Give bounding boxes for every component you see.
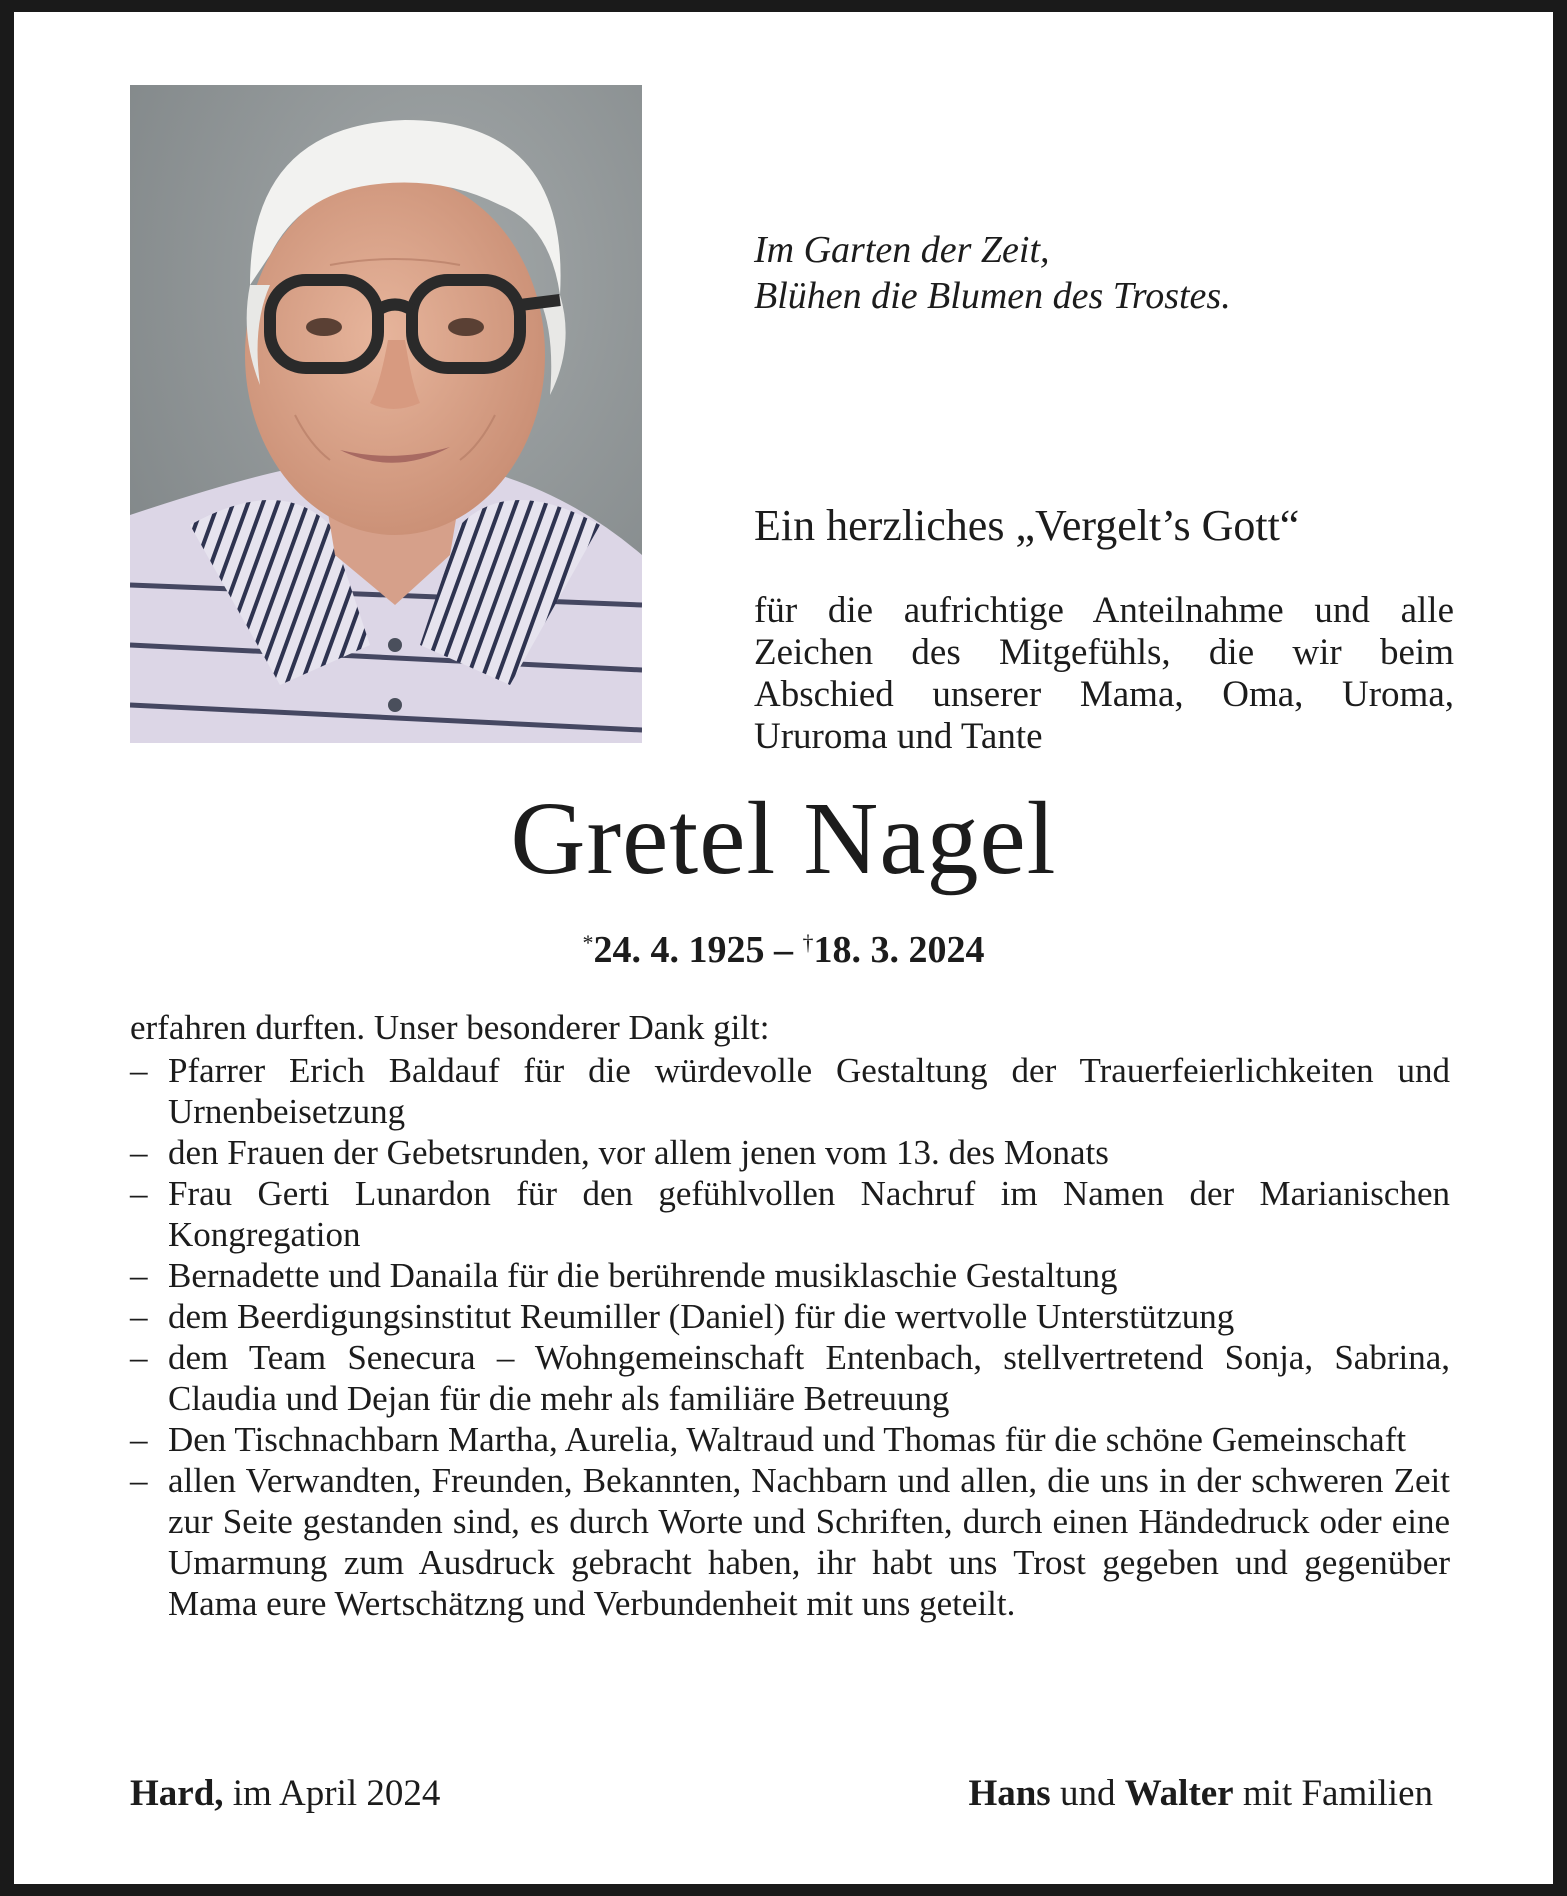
list-item-text: Den Tischnachbarn Martha, Aurelia, Waltraud und Thomas für die schöne Gemeinschaft <box>168 1420 1407 1459</box>
signatory-suffix: mit Familien <box>1233 1773 1433 1814</box>
thanks-list <box>130 1050 1450 1624</box>
thanks-intro-line: für die aufrichtige Anteilnahme und alle <box>754 590 1454 631</box>
thanks-intro-line: Abschied unserer Mama, Oma, Uroma, <box>754 674 1454 715</box>
portrait-illustration <box>130 85 642 743</box>
dash-bullet: – <box>130 1338 148 1377</box>
list-item-text: den Frauen der Gebetsrunden, vor allem jenen vom 13. des Monats <box>168 1133 1109 1172</box>
signatory-walter: Walter <box>1124 1773 1234 1814</box>
dash-bullet: – <box>130 1051 148 1090</box>
thanks-intro-line: Ururoma und Tante <box>754 716 1043 757</box>
birth-symbol: * <box>582 930 594 955</box>
dash-bullet: – <box>130 1420 148 1459</box>
list-item <box>130 1173 1450 1255</box>
thanks-intro-line: Zeichen des Mitgefühls, die wir beim <box>754 632 1454 673</box>
list-item <box>130 1050 1450 1132</box>
quote-line-2: Blühen die Blumen des Trostes. <box>754 275 1231 317</box>
thanks-lead: erfahren durften. Unser besonderer Dank gilt: <box>130 1008 770 1047</box>
quote-line-1: Im Garten der Zeit, <box>754 229 1050 271</box>
dash-bullet: – <box>130 1461 148 1500</box>
dash-bullet: – <box>130 1297 148 1336</box>
birth-date: 24. 4. 1925 <box>593 929 765 971</box>
deceased-name: Gretel Nagel <box>510 781 1057 896</box>
list-item <box>130 1337 1450 1419</box>
signatory-hans: Hans <box>968 1773 1051 1814</box>
date-separator: – <box>764 929 803 971</box>
portrait-photo <box>130 85 642 743</box>
signatory-and: und <box>1050 1773 1125 1814</box>
thanks-intro <box>754 590 1454 758</box>
death-symbol: † <box>802 930 814 955</box>
place-and-date <box>130 1772 440 1816</box>
death-date: 18. 3. 2024 <box>813 929 985 971</box>
list-item-text: allen Verwandten, Freunden, Bekannten, Nachbarn und allen, die uns in der schweren Zeit zur Seite gestanden sind, es durch Worte und Schriften, durch einen Händedruck oder eine Umarmung zum Ausdruck gebracht haben, ihr habt uns Trost gegeben und gegenüber Mama eure Wertschätzng und Verbundenheit mit uns geteilt. <box>168 1461 1450 1623</box>
list-item-text: Bernadette und Danaila für die berührende musiklaschie Gestaltung <box>168 1256 1118 1295</box>
life-dates <box>14 920 1553 973</box>
notice-date: im April 2024 <box>223 1773 441 1814</box>
memorial-quote <box>754 227 1454 319</box>
thanks-heading: Ein herzliches „Vergelt’s Gott“ <box>754 501 1300 550</box>
place: Hard, <box>130 1773 224 1814</box>
list-item <box>130 1132 1450 1173</box>
list-item <box>130 1419 1450 1460</box>
list-item-text: Frau Gerti Lunardon für den gefühlvollen Nachruf im Namen der Marianischen Kongregation <box>168 1174 1450 1254</box>
list-item-text: dem Team Senecura – Wohngemeinschaft Entenbach, stellvertretend Sonja, Sabrina, Claudia und Dejan für die mehr als familiäre Betreuung <box>168 1338 1450 1418</box>
dash-bullet: – <box>130 1256 148 1295</box>
thanks-body <box>130 1007 1450 1624</box>
dash-bullet: – <box>130 1174 148 1213</box>
list-item <box>130 1296 1450 1337</box>
list-item-text: Pfarrer Erich Baldauf für die würdevolle Gestaltung der Trauerfeierlichkeiten und Urnenbeisetzung <box>168 1051 1450 1131</box>
list-item <box>130 1255 1450 1296</box>
list-item <box>130 1460 1450 1624</box>
list-item-text: dem Beerdigungsinstitut Reumiller (Daniel) für die wertvolle Unterstützung <box>168 1297 1235 1336</box>
signatories <box>968 1772 1433 1816</box>
dash-bullet: – <box>130 1133 148 1172</box>
